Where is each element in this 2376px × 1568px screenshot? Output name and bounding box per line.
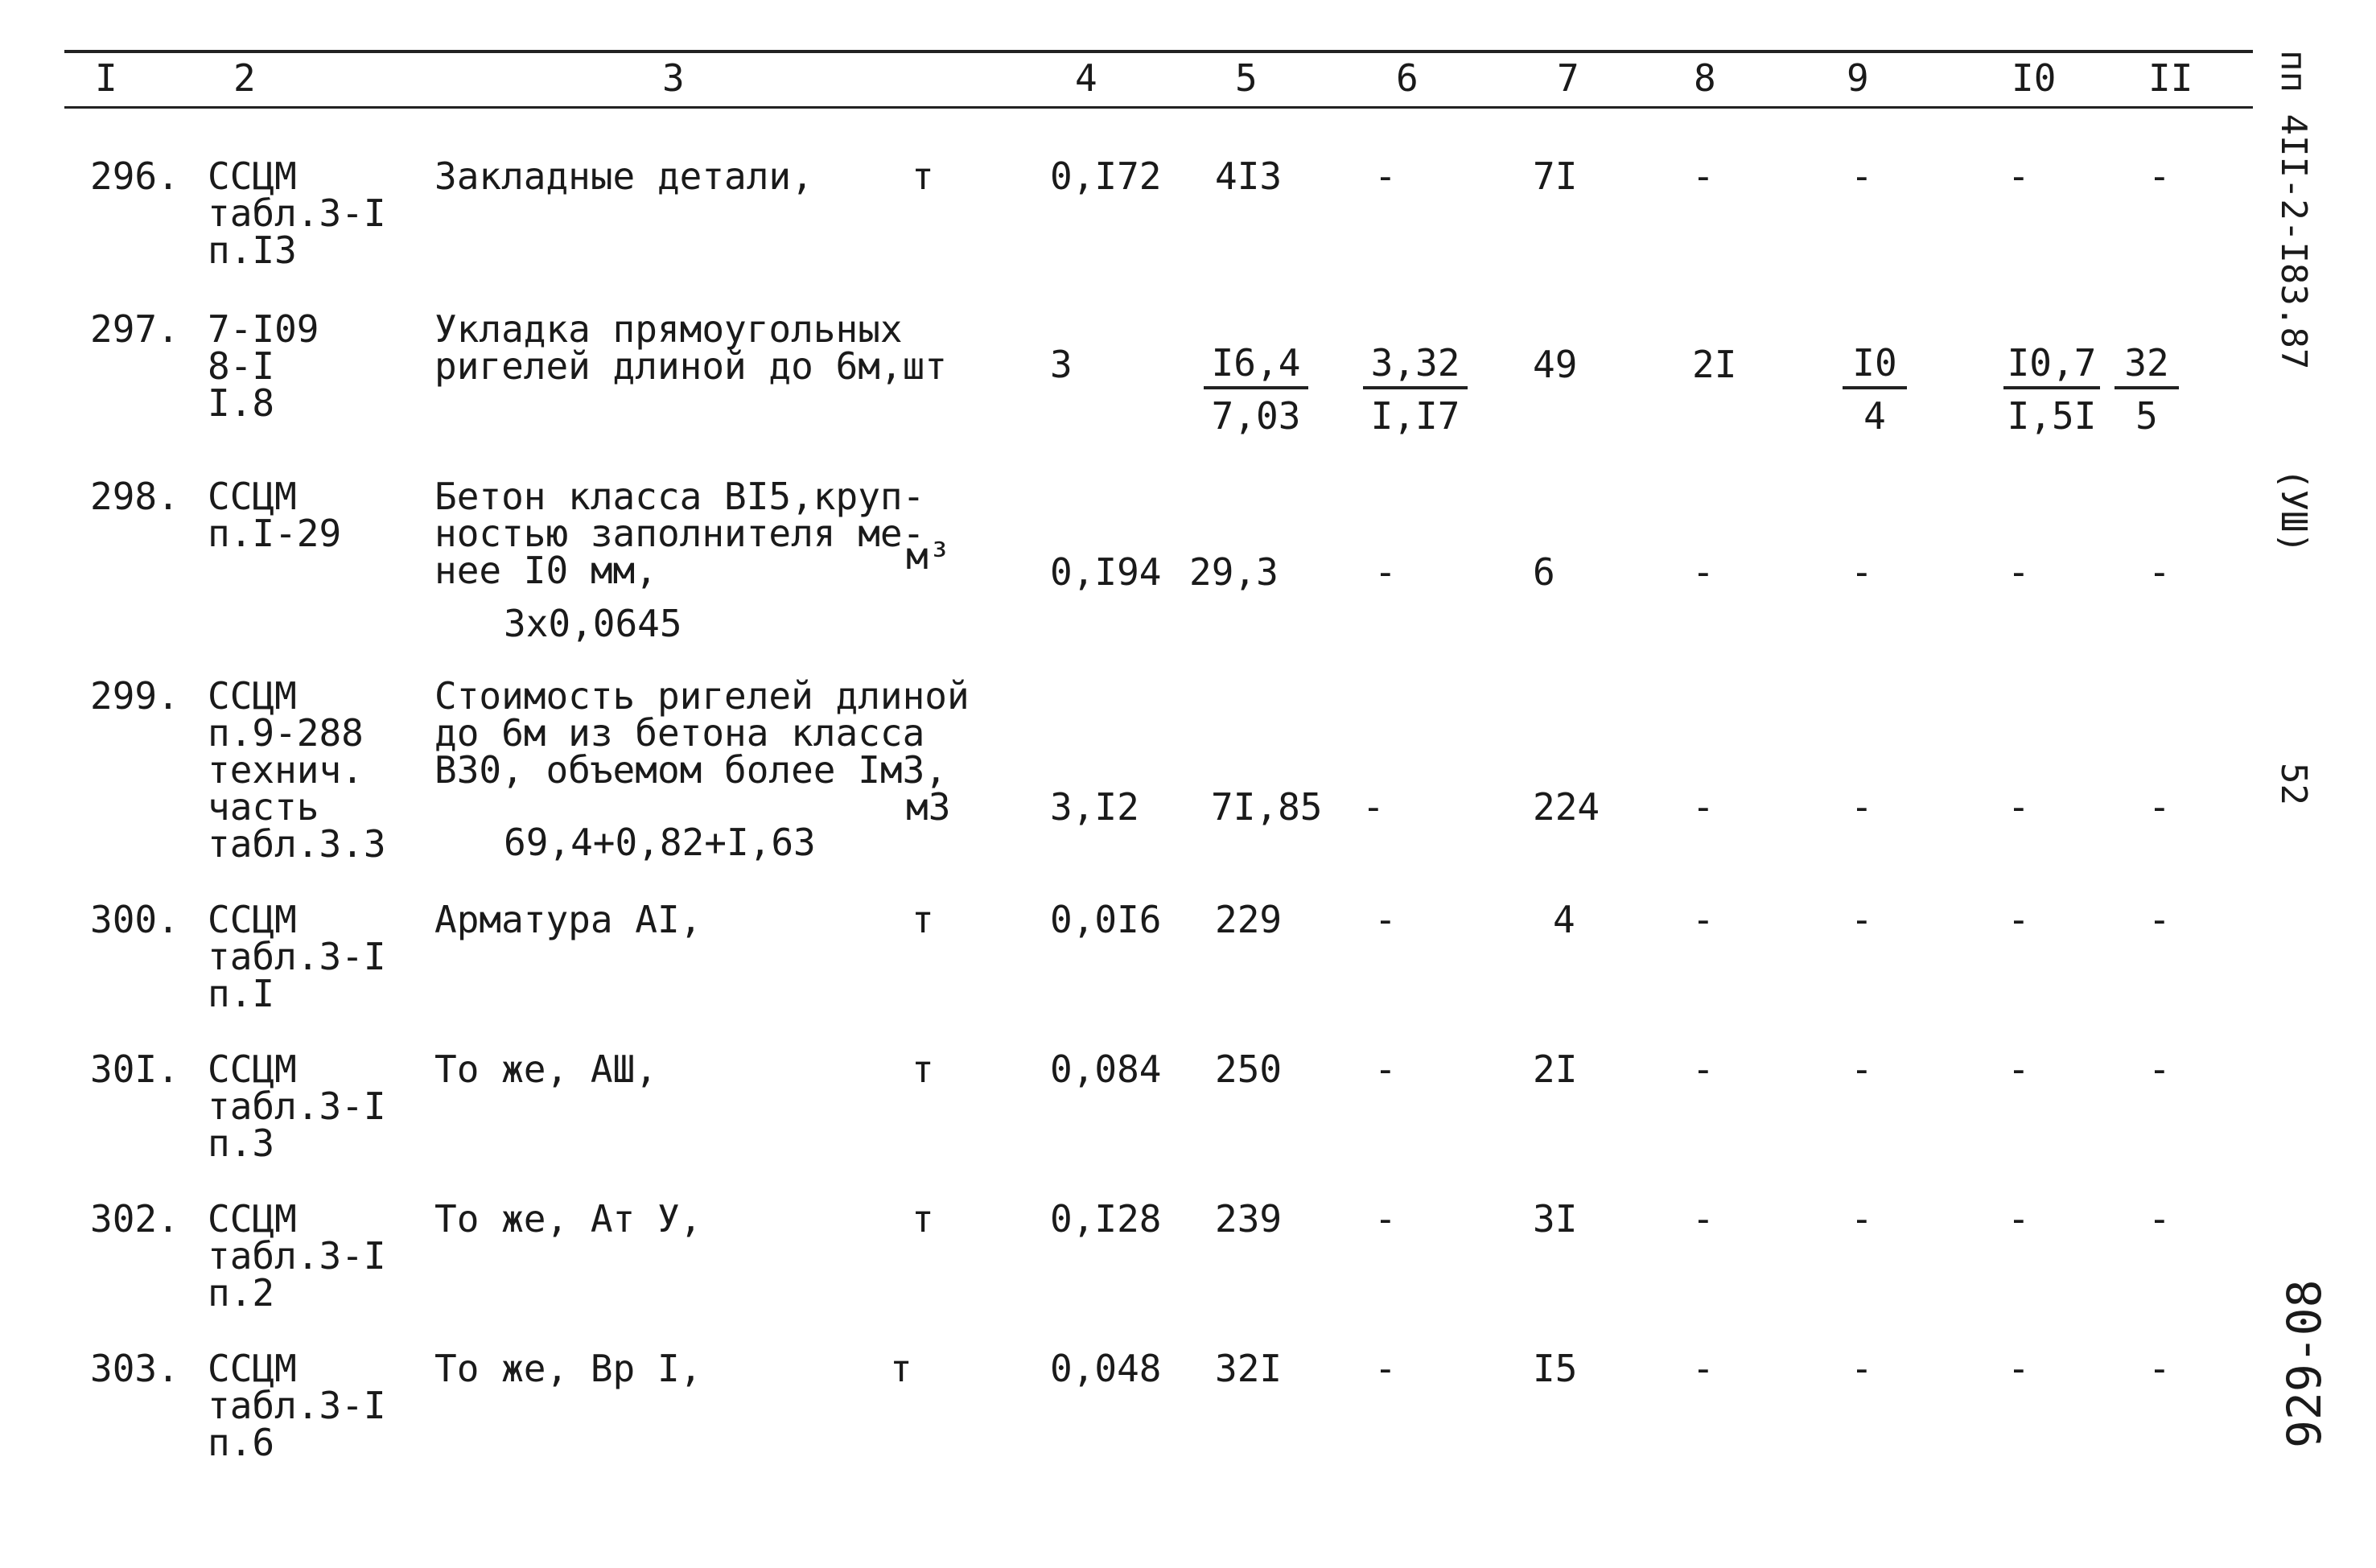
inventory-stamp: 929-08 [2277,1279,2332,1448]
row-description: То же, Ат У, [434,1197,702,1241]
row-col10-fraction [2003,341,2100,438]
row-number: 299. [90,674,179,718]
row-col5: 7I,85 [1211,785,1323,829]
header-col-6: 6 [1396,56,1419,100]
header-col-4: 4 [1075,56,1097,100]
row-description: Закладные детали, [434,154,813,198]
row-col9: - [1851,154,1873,198]
row-col6: - [1362,785,1385,829]
row-number: 296. [90,154,179,198]
row-col7: 3I [1533,1197,1578,1241]
header-bottom-rule [64,106,2253,109]
row-col7: I5 [1533,1347,1578,1390]
row-col8: - [1692,550,1715,594]
row-col4: 3 [1050,343,1073,386]
fraction-denominator: 5 [2135,394,2158,438]
row-col4: 0,I28 [1050,1197,1162,1241]
row-col9: - [1851,550,1873,594]
row-col6: - [1374,898,1397,941]
row-col5: 32I [1215,1347,1283,1390]
row-col6: - [1374,1047,1397,1091]
row-col10: - [2007,898,2030,941]
fraction-numerator: I0 [1843,344,1907,389]
row-code: ССЦМ табл.3-I п.I [208,898,386,1015]
row-col7: 7I [1533,154,1578,198]
row-col11-fraction [2115,341,2179,438]
row-col9: - [1851,898,1873,941]
row-col5: 4I3 [1215,154,1283,198]
row-col8: - [1692,1197,1715,1241]
row-col8: - [1692,898,1715,941]
row-col11: - [2148,898,2171,941]
row-col4: 0,I94 [1050,550,1162,594]
row-description: То же, Вр I, [434,1347,702,1390]
row-calculation: 69,4+0,82+I,63 [504,821,816,864]
row-col8: - [1692,1347,1715,1390]
row-description: То же, АШ, [434,1047,657,1091]
row-unit: т [912,1197,934,1241]
fraction-numerator: I0,7 [2003,344,2100,389]
row-col8: - [1692,154,1715,198]
row-col4: 3,I2 [1050,785,1139,829]
row-col11: - [2148,154,2171,198]
fraction-numerator: I6,4 [1204,344,1308,389]
row-col4: 0,048 [1050,1347,1162,1390]
album-number: (УШ) [2273,468,2314,554]
row-number: 298. [90,475,179,518]
row-col5: 229 [1215,898,1283,941]
row-col11: - [2148,1197,2171,1241]
header-col-11: II [2148,56,2193,100]
row-col6: - [1374,550,1397,594]
row-col5: 239 [1215,1197,1283,1241]
header-col-3: 3 [662,56,685,100]
row-col7: 224 [1533,785,1600,829]
row-col9-fraction [1843,341,1907,438]
row-description: Укладка прямоугольных ригелей длиной до 6м,шт [434,307,947,388]
row-col9: - [1851,1047,1873,1091]
row-number: 297. [90,307,179,351]
row-unit: т [890,1347,912,1390]
row-col10: - [2007,785,2030,829]
row-description: Бетон класса BI5,круп- ностью заполнителя ме- нее I0 мм, [434,475,925,592]
fraction-numerator: 3,32 [1363,344,1468,389]
row-col6: - [1374,154,1397,198]
row-col11: - [2148,1347,2171,1390]
header-col-2: 2 [233,56,256,100]
row-col7: 2I [1533,1047,1578,1091]
row-col5: 250 [1215,1047,1283,1091]
page-number: 52 [2273,763,2314,805]
header-col-8: 8 [1694,56,1716,100]
row-col9: - [1851,785,1873,829]
fraction-denominator: I,I7 [1370,394,1460,438]
row-col5-fraction [1204,341,1308,438]
row-col10: - [2007,550,2030,594]
row-col7: 4 [1553,898,1575,941]
row-col6-fraction [1363,341,1468,438]
fraction-denominator: I,5I [2007,394,2097,438]
document-code: пп 4II-2-I83.87 [2273,50,2314,370]
row-unit: т [912,1047,934,1091]
header-col-7: 7 [1557,56,1579,100]
row-col4: 0,084 [1050,1047,1162,1091]
row-col7: 49 [1533,343,1578,386]
row-code: ССЦМ табл.3-I п.3 [208,1047,386,1165]
row-number: 300. [90,898,179,941]
row-col10: - [2007,1047,2030,1091]
row-description: Стоимость ригелей длиной до 6м из бетона класса В30, объемом более Iм3, [434,674,970,792]
row-col8: - [1692,785,1715,829]
row-code: ССЦМ п.9-288 технич. часть табл.3.3 [208,674,386,866]
row-col5: 29,3 [1189,550,1279,594]
header-col-10: I0 [2012,56,2057,100]
fraction-denominator: 4 [1863,394,1886,438]
row-unit: м³ [906,534,951,578]
row-code: ССЦМ табл.3-I п.I3 [208,154,386,272]
header-top-rule [64,50,2253,53]
row-code: ССЦМ табл.3-I п.2 [208,1197,386,1315]
row-unit: т [912,898,934,941]
row-col8: - [1692,1047,1715,1091]
row-number: 30I. [90,1047,179,1091]
row-col4: 0,0I6 [1050,898,1162,941]
row-col9: - [1851,1347,1873,1390]
header-col-5: 5 [1235,56,1258,100]
row-calculation: 3х0,0645 [504,602,682,645]
row-col11: - [2148,1047,2171,1091]
row-number: 302. [90,1197,179,1241]
fraction-denominator: 7,03 [1211,394,1301,438]
row-col10: - [2007,1347,2030,1390]
header-col-9: 9 [1847,56,1869,100]
row-code: ССЦМ табл.3-I п.6 [208,1347,386,1464]
row-col9: - [1851,1197,1873,1241]
row-col11: - [2148,550,2171,594]
row-col10: - [2007,1197,2030,1241]
row-code: ССЦМ п.I-29 [208,475,342,555]
row-col11: - [2148,785,2171,829]
row-col6: - [1374,1197,1397,1241]
row-col7: 6 [1533,550,1555,594]
row-description: Арматура АI, [434,898,702,941]
row-col10: - [2007,154,2030,198]
row-col4: 0,I72 [1050,154,1162,198]
row-unit: т [912,154,934,198]
row-unit: м3 [906,785,951,829]
fraction-numerator: 32 [2115,344,2179,389]
header-col-1: I [95,56,117,100]
row-code: 7-I09 8-I I.8 [208,307,319,425]
row-col6: - [1374,1347,1397,1390]
row-col8: 2I [1692,343,1737,386]
row-number: 303. [90,1347,179,1390]
